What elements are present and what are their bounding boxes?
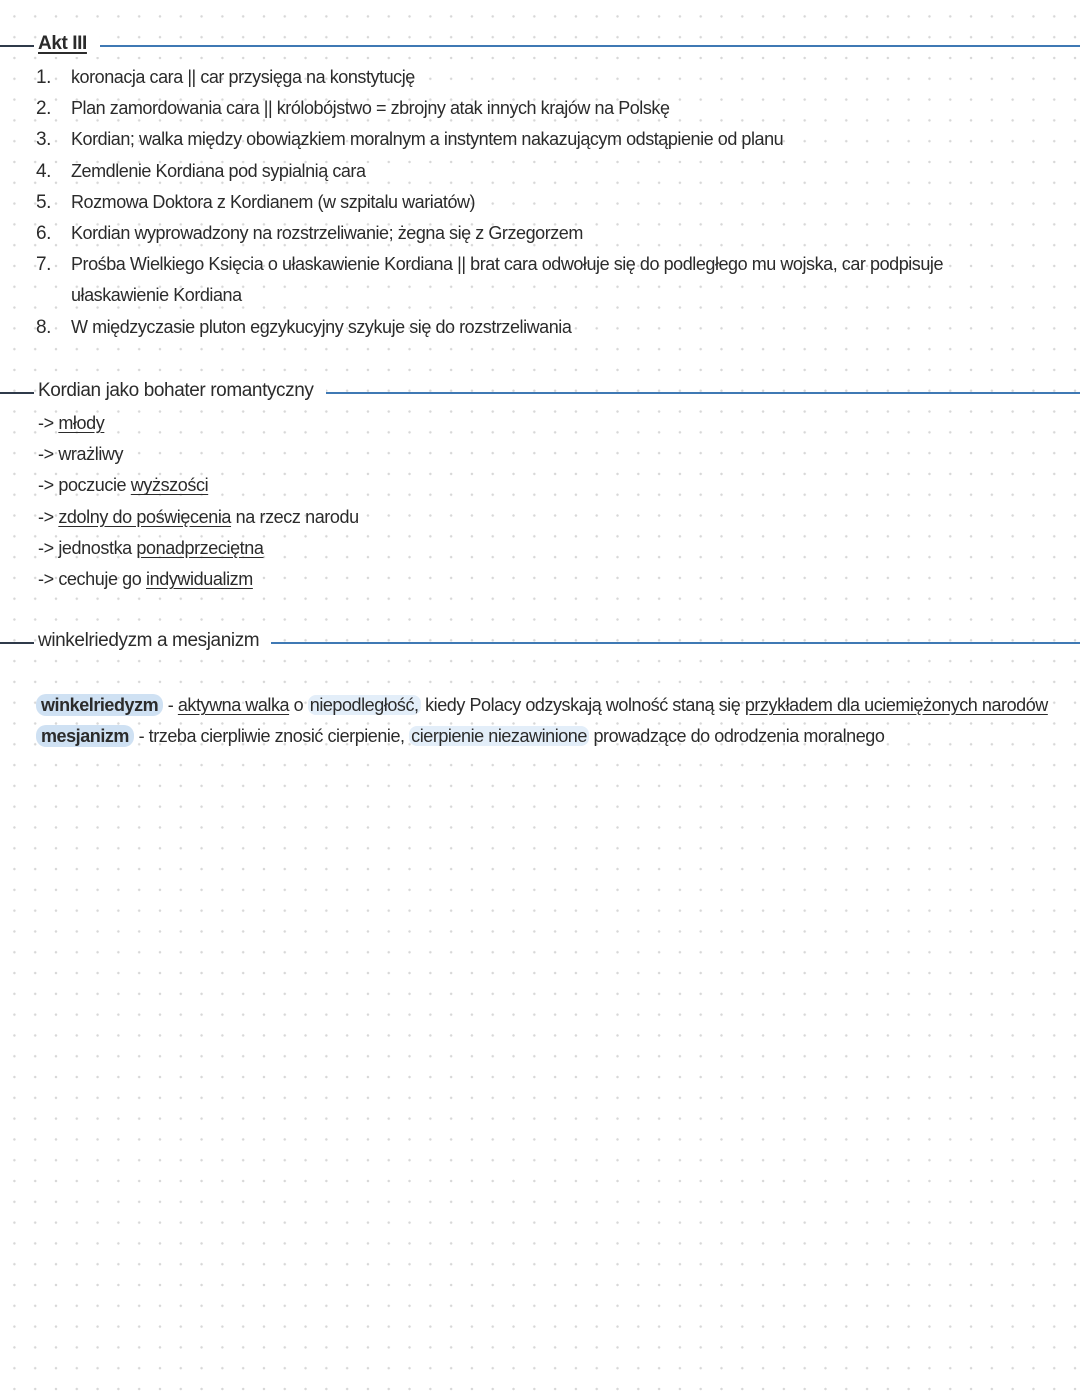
list-item: 8. W międzyczasie pluton egzykucyjny szykuje się do rozstrzeliwania bbox=[36, 316, 572, 338]
definitions bbox=[36, 690, 1056, 752]
list-item: 1. koronacja cara || car przysięga na konstytucję bbox=[36, 67, 415, 88]
list-item: -> młody bbox=[38, 413, 105, 433]
header-rule bbox=[245, 642, 1080, 644]
header-dash bbox=[0, 392, 34, 394]
list-item: 3. Kordian; walka między obowiązkiem moralnym a instyntem nakazującym odstąpienie od planu bbox=[36, 129, 784, 151]
hero-traits-list bbox=[38, 408, 359, 595]
section-header-compare bbox=[0, 628, 1080, 658]
list-item: -> cechuje go indywidualizm bbox=[38, 569, 253, 590]
akt-list bbox=[36, 62, 1046, 343]
header-rule bbox=[300, 392, 1080, 394]
header-dash bbox=[0, 642, 34, 644]
definition-winkelriedyzm: winkelriedyzm - aktywna walka o niepodległość, kiedy Polacy odzyskają wolność staną się przykładem dla uciemiężonych narodów bbox=[36, 690, 1056, 721]
section-header-hero bbox=[0, 378, 1080, 408]
list-item: -> poczucie wyższości bbox=[38, 475, 209, 496]
section-title-hero: Kordian jako bohater romantyczny bbox=[38, 378, 326, 404]
term-mesjanizm: mesjanizm bbox=[36, 725, 134, 747]
list-item: 2. Plan zamordowania cara || królobójstwo = zbrojny atak innych krajów na Polskę bbox=[36, 98, 670, 120]
list-item: -> zdolny do poświęcenia na rzecz narodu bbox=[38, 506, 359, 527]
section-header-akt bbox=[0, 31, 1080, 61]
header-dash bbox=[0, 45, 34, 47]
section-title-akt: Akt III bbox=[38, 31, 99, 57]
list-item: 7. Prośba Wielkiego Księcia o ułaskawienie Kordiana || brat cara odwołuje się do podległego mu wojska, car podpisuje ułaskawienie Kordiana bbox=[36, 254, 944, 306]
term-winkelriedyzm: winkelriedyzm bbox=[36, 694, 163, 716]
list-item: 6. Kordian wyprowadzony na rozstrzeliwanie; żegna się z Grzegorzem bbox=[36, 223, 583, 245]
definition-mesjanizm: mesjanizm - trzeba cierpliwie znosić cierpienie, cierpienie niezawinione prowadzące do odrodzenia moralnego bbox=[36, 721, 1056, 752]
list-item: 5. Rozmowa Doktora z Kordianem (w szpitalu wariatów) bbox=[36, 191, 476, 213]
section-title-compare: winkelriedyzm a mesjanizm bbox=[38, 628, 271, 654]
list-item: -> wrażliwy bbox=[38, 444, 124, 465]
list-item: 4. Zemdlenie Kordiana pod sypialnią cara bbox=[36, 160, 366, 182]
list-item: -> jednostka ponadprzeciętna bbox=[38, 537, 264, 558]
header-rule bbox=[100, 45, 1080, 47]
